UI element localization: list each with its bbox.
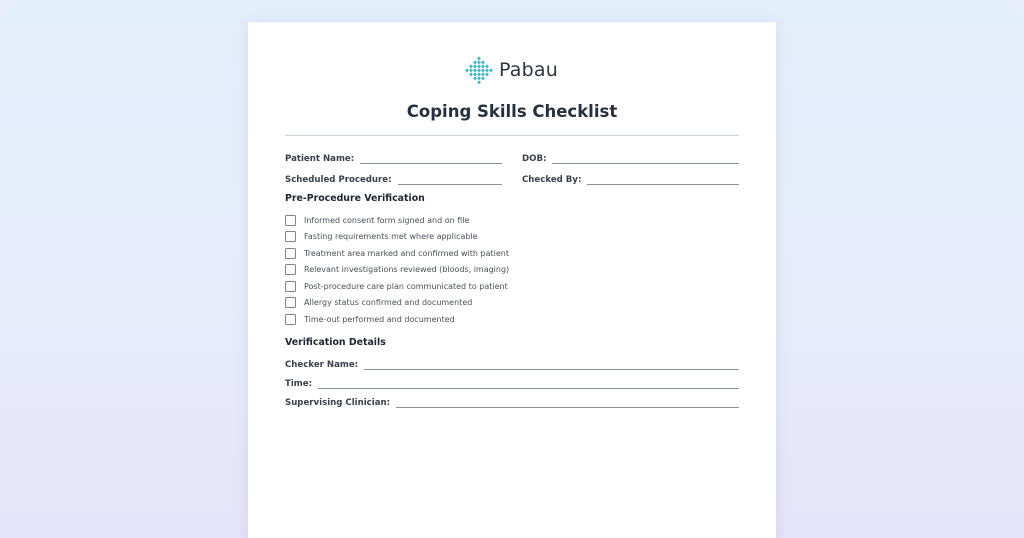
checker-name-field[interactable]: [285, 356, 739, 370]
brand-name: Pabau: [499, 59, 558, 81]
checklist-item[interactable]: [285, 295, 509, 312]
checked-by-line[interactable]: [587, 175, 739, 185]
time-field[interactable]: [285, 375, 739, 389]
verification-heading: Verification Details: [285, 337, 386, 348]
checklist-item-label: Allergy status confirmed and documented: [304, 298, 473, 308]
scheduled-procedure-label: Scheduled Procedure:: [285, 175, 392, 185]
checklist-item-label: Treatment area marked and confirmed with patient: [304, 248, 509, 258]
checklist-item-label: Relevant investigations reviewed (bloods, imaging): [304, 265, 510, 275]
checker-name-label: Checker Name:: [285, 360, 359, 370]
checklist-item-label: Time-out performed and documented: [304, 314, 455, 324]
checkbox[interactable]: [285, 297, 296, 308]
scheduled-procedure-line[interactable]: [398, 175, 502, 185]
checklist-item-label: Fasting requirements met where applicable: [304, 232, 478, 242]
dob-line[interactable]: [552, 154, 739, 164]
checklist-item-label: Post-procedure care plan communicated to patient: [304, 281, 508, 291]
checklist-item[interactable]: [285, 278, 509, 295]
checked-by-label: Checked By:: [522, 175, 582, 185]
checklist-item-label: Informed consent form signed and on file: [304, 215, 470, 225]
patient-name-line[interactable]: [360, 154, 502, 164]
checklist-item[interactable]: [285, 262, 509, 279]
time-line[interactable]: [318, 379, 739, 389]
checkbox[interactable]: [285, 231, 296, 242]
supervising-clinician-line[interactable]: [396, 398, 739, 408]
document-sheet: [248, 22, 776, 538]
checked-by-field[interactable]: [522, 171, 739, 185]
patient-name-field[interactable]: [285, 150, 502, 164]
checklist-item[interactable]: [285, 245, 509, 262]
checkbox[interactable]: [285, 281, 296, 292]
pabau-logo-icon: [465, 56, 493, 84]
supervising-clinician-field[interactable]: [285, 394, 739, 408]
dob-field[interactable]: [522, 150, 739, 164]
title-divider: [285, 135, 739, 136]
checklist-item[interactable]: [285, 212, 509, 229]
checkbox[interactable]: [285, 215, 296, 226]
checker-name-line[interactable]: [364, 360, 739, 370]
pre-procedure-heading: Pre-Procedure Verification: [285, 193, 425, 204]
dob-label: DOB:: [522, 154, 547, 164]
patient-name-label: Patient Name:: [285, 154, 355, 164]
scheduled-procedure-field[interactable]: [285, 171, 502, 185]
checkbox[interactable]: [285, 314, 296, 325]
checkbox[interactable]: [285, 264, 296, 275]
time-label: Time:: [285, 379, 313, 389]
checkbox[interactable]: [285, 248, 296, 259]
supervising-clinician-label: Supervising Clinician:: [285, 398, 391, 408]
pre-procedure-checklist: [285, 212, 509, 328]
brand-logo: [465, 56, 558, 84]
checklist-item[interactable]: [285, 311, 509, 328]
document-title: Coping Skills Checklist: [406, 102, 618, 121]
checklist-item[interactable]: [285, 229, 509, 246]
